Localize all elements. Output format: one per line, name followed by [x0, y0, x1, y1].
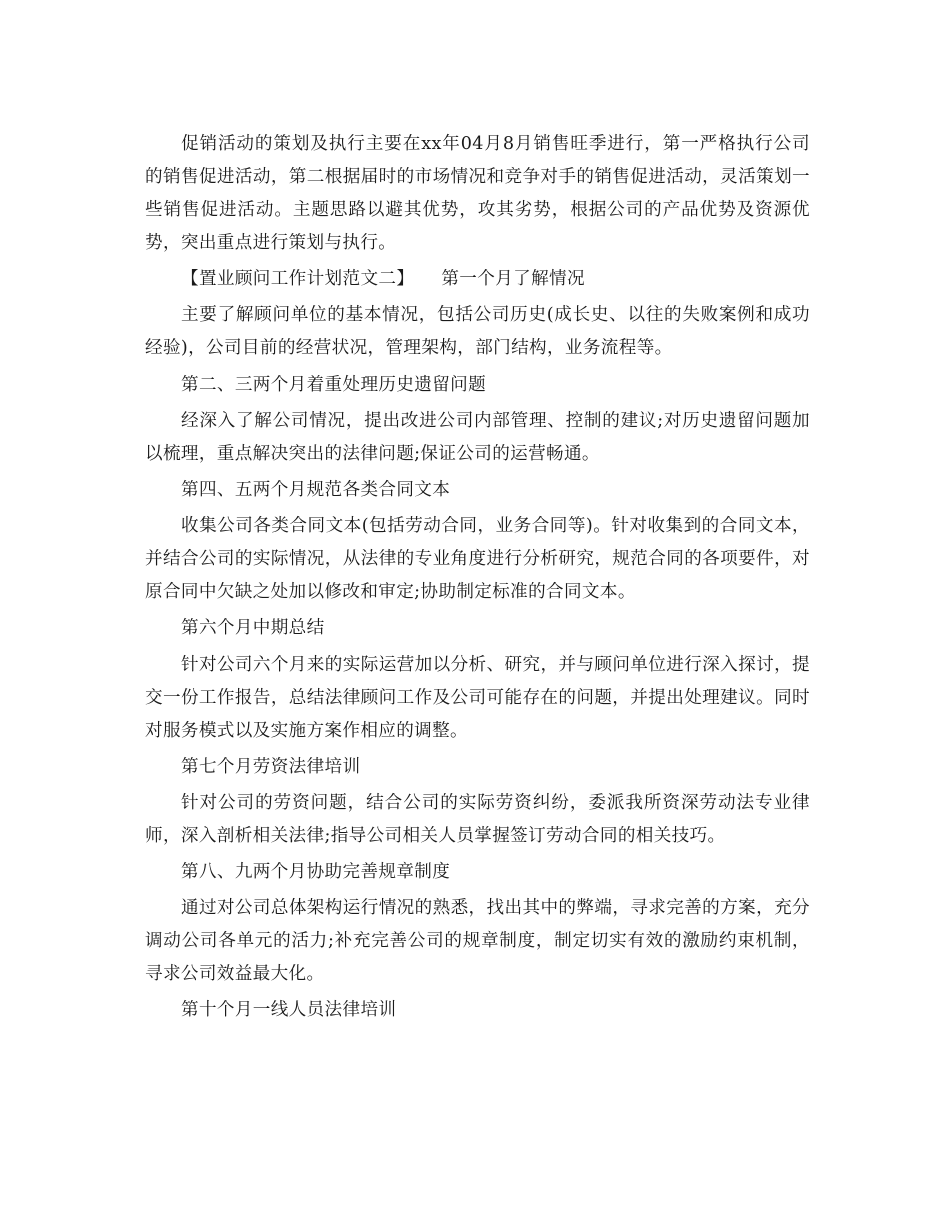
paragraph-promotion-plan: 促销活动的策划及执行主要在xx年04月8月销售旺季进行，第一严格执行公司的销售促进活动，第二根据届时的市场情况和竞争对手的销售促进活动，灵活策划一些销售促进活动。主题思路以避其优势，攻其劣势，根据公司的产品优势及资源优势，突出重点进行策划与执行。	[145, 134, 810, 253]
paragraph-month-1-body: 主要了解顾问单位的基本情况，包括公司历史(成长史、以往的失败案例和成功经验)，公司目前的经营状况，管理架构，部门结构，业务流程等。	[145, 305, 810, 359]
paragraph-month-2-3-body: 经深入了解公司情况，提出改进公司内部管理、控制的建议;对历史遗留问题加以梳理，重点解决突出的法律问题;保证公司的运营畅通。	[145, 410, 810, 464]
paragraph-month-10-heading: 第十个月一线人员法律培训	[181, 1000, 397, 1021]
paragraph-month-7-body: 针对公司的劳资问题，结合公司的实际劳资纠纷，委派我所资深劳动法专业律师，深入剖析相关法律;指导公司相关人员掌握签订劳动合同的相关技巧。	[145, 792, 810, 846]
paragraph-month-6-heading: 第六个月中期总结	[181, 618, 325, 639]
paragraph-month-2-3-heading: 第二、三两个月着重处理历史遗留问题	[181, 374, 487, 395]
paragraph-month-8-9-body: 通过对公司总体架构运行情况的熟悉，找出其中的弊端，寻求完善的方案，充分调动公司各单元的活力;补充完善公司的规章制度，制定切实有效的激励约束机制，寻求公司效益最大化。	[145, 898, 810, 985]
paragraph-month-4-5-heading: 第四、五两个月规范各类合同文本	[181, 479, 451, 500]
paragraph-month-4-5-body: 收集公司各类合同文本(包括劳动合同，业务合同等)。针对收集到的合同文本，并结合公司的实际情况，从法律的专业角度进行分析研究，规范合同的各项要件，对原合同中欠缺之处加以修改和审定;协助制定标准的合同文本。	[145, 516, 810, 603]
paragraph-month-7-heading: 第七个月劳资法律培训	[181, 756, 361, 777]
paragraph-month-8-9-heading: 第八、九两个月协助完善规章制度	[181, 862, 451, 883]
document-body	[145, 128, 810, 1031]
paragraph-section-heading: 【置业顾问工作计划范文二】 第一个月了解情况	[181, 269, 585, 290]
paragraph-month-6-body: 针对公司六个月来的实际运营加以分析、研究，并与顾问单位进行深入探讨，提交一份工作报告，总结法律顾问工作及公司可能存在的问题，并提出处理建议。同时对服务模式以及实施方案作相应的调整。	[145, 654, 810, 741]
